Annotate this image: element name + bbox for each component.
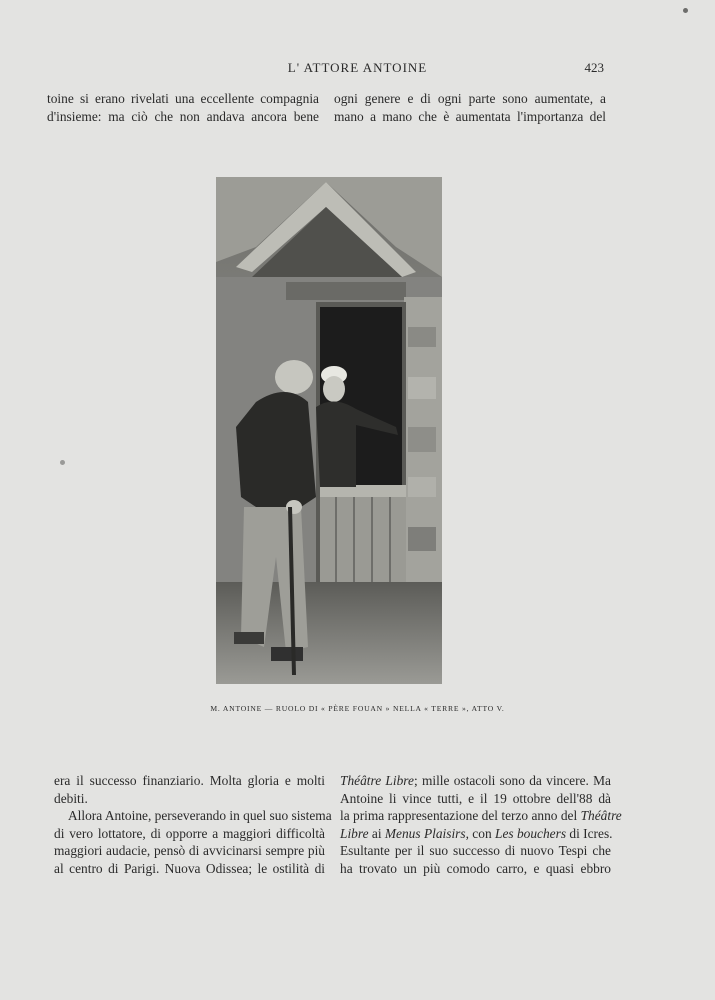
running-title: L' ATTORE ANTOINE	[287, 60, 428, 75]
text-line: maggiori audacie, pensò di avvicinarsi sempre più	[54, 843, 325, 858]
text-line	[340, 825, 611, 843]
text-line: Esultante per il suo successo di nuovo Tespi che	[340, 843, 611, 858]
paper-spot	[60, 460, 65, 465]
text-line	[340, 807, 622, 825]
text-fragment: di Icres.	[566, 825, 613, 841]
text-line: al centro di Parigi. Nuova Odissea; le ostilità di	[54, 860, 325, 876]
italic-title: Libre	[340, 825, 369, 841]
text-fragment: ; mille ostacoli sono da vincere. Ma	[413, 773, 611, 788]
text-line: Allora Antoine, perseverando in quel suo sistema	[68, 808, 332, 823]
top-right-column	[334, 90, 606, 125]
text-line	[340, 772, 611, 790]
text-line: era il successo finanziario. Molta gloria e molti	[54, 773, 325, 788]
text-fragment: , con	[465, 825, 495, 841]
text-line: debiti.	[54, 790, 88, 806]
text-line: di vero lottatore, di opporre a maggiori difficoltà	[54, 825, 325, 841]
italic-title: Théâtre	[580, 808, 622, 823]
photograph	[216, 177, 442, 684]
italic-title: Théâtre Libre	[340, 773, 414, 788]
italic-title: Les bouchers	[495, 825, 567, 841]
bottom-left-column	[54, 772, 332, 877]
page-number: 423	[584, 60, 604, 75]
paper-spot	[683, 8, 688, 13]
photograph-drawing	[216, 177, 442, 684]
top-left-column	[47, 90, 319, 125]
italic-title: Menus Plaisirs	[384, 825, 466, 841]
text-line: Antoine li vince tutti, e il 19 ottobre dell'88 dà	[340, 790, 611, 806]
text-line: ha trovato un più comodo carro, e quasi ebbro	[340, 860, 611, 876]
text-line: toine si erano rivelati una eccellente compagnia	[47, 91, 319, 106]
figure-caption: M. ANTOINE — RUOLO DI « PÈRE FOUAN » NELLA « TERRE », ATTO V.	[210, 704, 505, 713]
bottom-right-column	[340, 772, 622, 877]
text-line: mano a mano che è aumentata l'importanza del	[334, 108, 606, 124]
text-fragment: ai	[368, 825, 385, 841]
text-line: d'insieme: ma ciò che non andava ancora bene	[47, 108, 319, 124]
text-fragment: la prima rappresentazione del terzo anno del	[340, 808, 581, 823]
text-line: ogni genere e di ogni parte sono aumentate, a	[334, 91, 606, 106]
